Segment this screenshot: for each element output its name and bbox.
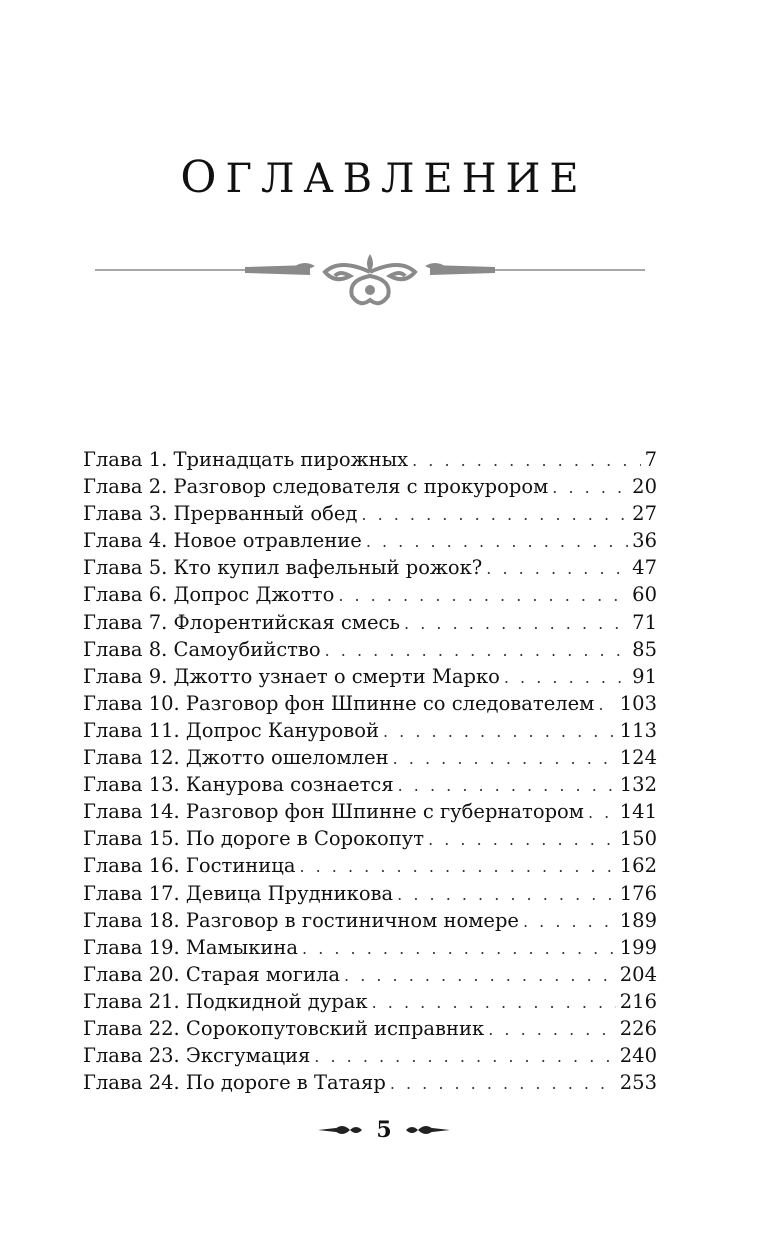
toc-entry-title: Глава 19. Мамыкина	[83, 935, 299, 959]
toc-entry	[83, 936, 657, 963]
toc-entry-title: Глава 16. Гостиница	[83, 854, 296, 878]
toc-entry	[83, 583, 657, 610]
page-number: 5	[376, 1117, 392, 1143]
toc-leader-dots	[299, 857, 615, 876]
toc-leader-dots	[314, 1047, 615, 1066]
toc-entry	[83, 529, 657, 556]
toc-entry	[83, 990, 657, 1017]
toc-leader-dots	[428, 830, 616, 849]
toc-entry-title: Глава 13. Канурова сознается	[83, 773, 394, 797]
toc-entry-page: 240	[619, 1044, 657, 1068]
toc-entry-page: 91	[632, 664, 657, 688]
toc-leader-dots	[398, 776, 616, 795]
toc-entry	[83, 827, 657, 854]
page-footer	[0, 1112, 768, 1148]
toc-leader-dots	[504, 668, 628, 687]
toc-entry	[83, 611, 657, 638]
toc-entry-title: Глава 4. Новое отравление	[83, 529, 362, 553]
toc-entry-page: 7	[644, 448, 657, 471]
toc-entry	[83, 746, 657, 773]
toc-entry	[83, 665, 657, 692]
toc-leader-dots	[302, 939, 616, 958]
toc-entry-title: Глава 9. Джотто узнает о смерти Марко	[83, 664, 500, 688]
toc-entry-title: Глава 17. Девица Прудникова	[83, 881, 394, 905]
toc-entry	[83, 502, 657, 529]
toc-leader-dots	[488, 1020, 616, 1039]
toc-leader-dots	[344, 966, 616, 985]
ornament-left-icon	[316, 1122, 366, 1138]
title-initial: О	[180, 152, 226, 203]
title-rest: ГЛАВЛЕНИЕ	[225, 156, 588, 202]
toc-entry-page: 124	[619, 746, 657, 770]
toc-entry	[83, 475, 657, 502]
toc-entry-title: Глава 20. Старая могила	[83, 962, 341, 986]
toc-entry	[83, 1044, 657, 1071]
toc-entry-title: Глава 23. Эксгумация	[83, 1044, 311, 1068]
toc-entry	[83, 854, 657, 881]
toc-entry-title: Глава 2. Разговор следователя с прокурором	[83, 475, 549, 499]
toc-entry	[83, 692, 657, 719]
toc-entry-title: Глава 6. Допрос Джотто	[83, 583, 335, 607]
toc-entry	[83, 556, 657, 583]
toc-entry	[83, 1071, 657, 1098]
toc-leader-dots	[404, 614, 628, 633]
toc-entry-page: 141	[619, 800, 657, 824]
toc-leader-dots	[598, 695, 615, 714]
toc-entry	[83, 909, 657, 936]
toc-entry-page: 226	[619, 1016, 657, 1040]
toc-entry-title: Глава 1. Тринадцать пирожных	[83, 448, 409, 471]
toc-leader-dots	[486, 559, 628, 578]
toc-entry-page: 85	[632, 637, 657, 661]
toc-entry-page: 189	[619, 908, 657, 932]
toc-entry-page: 150	[619, 827, 657, 851]
toc-entry-title: Глава 18. Разговор в гостиничном номере	[83, 908, 519, 932]
toc-entry-page: 253	[619, 1071, 657, 1095]
toc-entry-page: 103	[619, 691, 657, 715]
toc-leader-dots	[383, 722, 616, 741]
page-title	[0, 152, 768, 203]
toc-entry-page: 162	[619, 854, 657, 878]
toc-entry-page: 204	[619, 962, 657, 986]
toc-leader-dots	[366, 532, 628, 551]
toc-entry-title: Глава 24. По дороге в Татаяр	[83, 1071, 386, 1095]
toc-entry-title: Глава 3. Прерванный обед	[83, 502, 358, 526]
toc-entry-page: 60	[632, 583, 657, 607]
toc-entry-title: Глава 11. Допрос Кануровой	[83, 718, 379, 742]
toc-entry	[83, 800, 657, 827]
table-of-contents	[83, 448, 657, 1098]
ornament-right-icon	[402, 1122, 452, 1138]
toc-entry-title: Глава 8. Самоубийство	[83, 637, 321, 661]
toc-entry	[83, 719, 657, 746]
ornamental-divider-icon	[95, 252, 645, 312]
toc-leader-dots	[338, 586, 628, 605]
toc-leader-dots	[397, 885, 616, 904]
toc-entry	[83, 1017, 657, 1044]
toc-entry-title: Глава 12. Джотто ошеломлен	[83, 746, 389, 770]
toc-entry-page: 36	[632, 529, 657, 553]
toc-entry-page: 47	[632, 556, 657, 580]
toc-entry-page: 71	[632, 610, 657, 634]
toc-leader-dots	[372, 993, 616, 1012]
toc-entry-page: 216	[619, 989, 657, 1013]
toc-entry	[83, 448, 657, 475]
toc-leader-dots	[523, 912, 616, 931]
toc-entry-title: Глава 21. Подкидной дурак	[83, 989, 368, 1013]
toc-entry	[83, 773, 657, 800]
toc-leader-dots	[552, 478, 628, 497]
toc-entry-title: Глава 22. Сорокопутовский исправник	[83, 1016, 485, 1040]
toc-leader-dots	[393, 749, 616, 768]
toc-entry-title: Глава 7. Флорентийская смесь	[83, 610, 401, 634]
toc-leader-dots	[588, 803, 616, 822]
toc-entry-page: 113	[619, 718, 657, 742]
toc-entry-page: 199	[619, 935, 657, 959]
toc-leader-dots	[390, 1074, 616, 1093]
toc-entry-title: Глава 5. Кто купил вафельный рожок?	[83, 556, 483, 580]
toc-entry-page: 132	[619, 773, 657, 797]
toc-leader-dots	[361, 505, 628, 524]
toc-entry	[83, 638, 657, 665]
toc-entry	[83, 963, 657, 990]
toc-entry-title: Глава 10. Разговор фон Шпинне со следователем	[83, 691, 595, 715]
toc-entry-title: Глава 14. Разговор фон Шпинне с губернатором	[83, 800, 584, 824]
toc-entry-page: 20	[632, 475, 657, 499]
toc-entry-page: 176	[619, 881, 657, 905]
toc-entry-title: Глава 15. По дороге в Сорокопут	[83, 827, 425, 851]
toc-leader-dots	[325, 641, 629, 660]
toc-entry	[83, 882, 657, 909]
toc-entry-page: 27	[632, 502, 657, 526]
toc-leader-dots	[412, 451, 640, 470]
